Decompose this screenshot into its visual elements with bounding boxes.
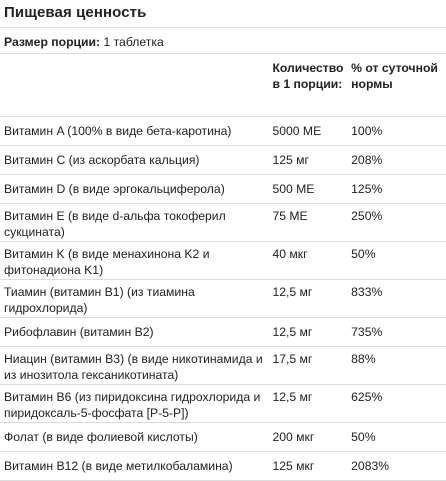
nutrient-amount: 200 мкг [272, 422, 351, 451]
serving-size [4, 35, 164, 49]
nutrient-daily-value: 50% [351, 241, 446, 279]
nutrient-name: Фолат (в виде фолиевой кислоты) [0, 422, 272, 451]
nutrient-name: Витамин C (из аскорбата кальция) [0, 145, 272, 174]
nutrient-name: Рибофлавин (витамин B2) [0, 317, 272, 346]
column-header-daily-value: % от суточной нормы [351, 54, 446, 116]
nutrient-daily-value: 100% [351, 116, 446, 145]
nutrient-name: Витамин B12 (в виде метилкобаламина) [0, 451, 272, 480]
page-title: Пищевая ценность [4, 4, 147, 21]
serving-size-label: Размер порции: [4, 35, 101, 49]
nutrient-name: Витамин E (в виде d-альфа токоферил сукцината) [0, 203, 272, 241]
nutrient-amount: 5000 МЕ [272, 116, 351, 145]
nutrient-daily-value: 735% [351, 317, 446, 346]
nutrient-daily-value: 50% [351, 422, 446, 451]
table-row [0, 145, 446, 174]
nutrient-name: Тиамин (витамин B1) (из тиамина гидрохлорида) [0, 279, 272, 317]
table-row [0, 116, 446, 145]
nutrient-amount: 12,5 мг [272, 279, 351, 317]
nutrient-daily-value: 833% [351, 279, 446, 317]
nutrient-amount: 500 МЕ [272, 174, 351, 203]
nutrient-daily-value: 88% [351, 346, 446, 384]
table-header-row [0, 54, 446, 116]
nutrient-name: Витамин A (100% в виде бета-каротина) [0, 116, 272, 145]
table-row [0, 451, 446, 480]
table-row [0, 279, 446, 317]
column-header-amount: Количество в 1 порции: [272, 54, 351, 116]
nutrient-amount: 40 мкг [272, 241, 351, 279]
table-row [0, 422, 446, 451]
nutrient-name: Витамин D (в виде эргокальциферола) [0, 174, 272, 203]
table-row [0, 203, 446, 241]
table-row [0, 317, 446, 346]
title-divider [0, 27, 446, 28]
nutrient-amount: 125 мг [272, 145, 351, 174]
nutrient-name: Витамин K (в виде менахинона K2 и фитонадиона K1) [0, 241, 272, 279]
nutrient-daily-value: 2083% [351, 451, 446, 480]
nutrient-amount: 12,5 мг [272, 317, 351, 346]
nutrient-daily-value: 125% [351, 174, 446, 203]
nutrient-amount: 12,5 мг [272, 384, 351, 422]
nutrient-amount: 125 мкг [272, 451, 351, 480]
nutrition-table [0, 54, 446, 481]
nutrient-amount: 75 МЕ [272, 203, 351, 241]
nutrient-name: Ниацин (витамин B3) (в виде никотинамида и из инозитола гексаникотината) [0, 346, 272, 384]
nutrient-name: Витамин B6 (из пиридоксина гидрохлорида и пиридоксаль-5-фосфата [P-5-P]) [0, 384, 272, 422]
nutrient-amount: 17,5 мг [272, 346, 351, 384]
nutrient-daily-value: 250% [351, 203, 446, 241]
serving-size-value: 1 таблетка [103, 35, 164, 49]
table-row [0, 174, 446, 203]
table-row [0, 384, 446, 422]
table-row [0, 241, 446, 279]
column-header-name [0, 54, 272, 116]
table-row [0, 346, 446, 384]
nutrient-daily-value: 625% [351, 384, 446, 422]
nutrient-daily-value: 208% [351, 145, 446, 174]
